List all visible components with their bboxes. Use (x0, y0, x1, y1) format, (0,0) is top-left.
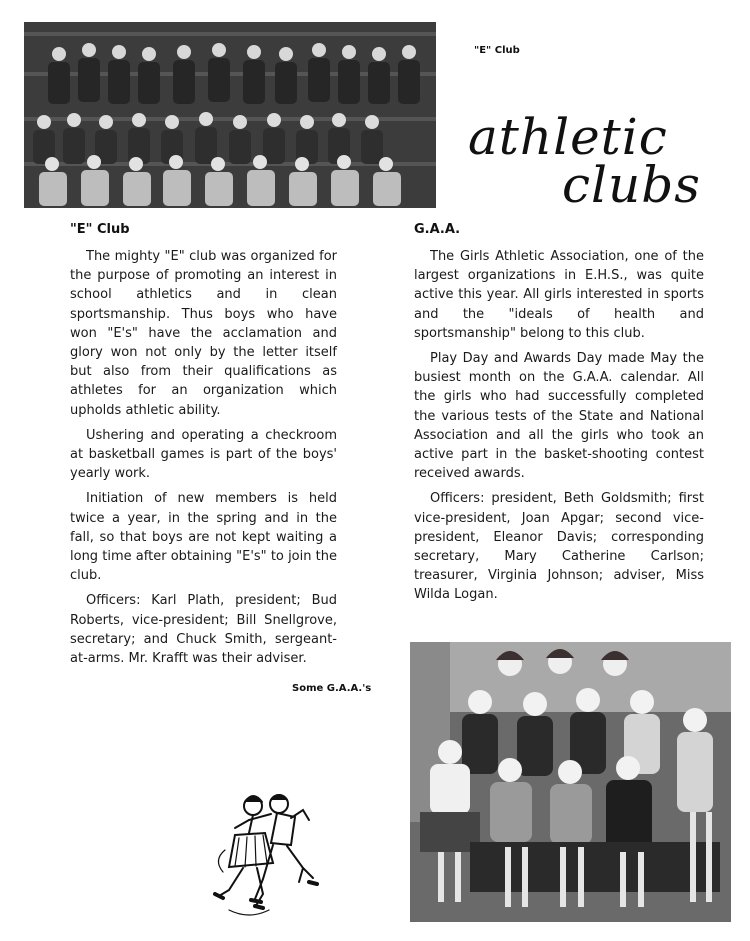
e-club-photo-figures (24, 22, 436, 208)
gaa-paragraph: Play Day and Awards Day made May the busiest month on the G.A.A. calendar. All the girls who had successfully completed the various tests of the State and National Association and all the girls who took an active part in the basket-shooting contest received awards. (414, 351, 704, 482)
e-club-paragraph: Initiation of new members is held twice a year, in the spring and in the fall, so that boys are not kept waiting a long time after obtaining "E's" to join the club. (70, 491, 337, 584)
page-title-line-2: clubs (562, 156, 701, 214)
gaa-group-photo (410, 642, 731, 922)
gaa-heading: G.A.A. (414, 222, 461, 237)
e-club-paragraph: Officers: Karl Plath, president; Bud Roberts, vice-president; Bill Snellgrove, secretary; and Chuck Smith, sergeant-at-arms. Mr. Krafft was their adviser. (70, 593, 337, 667)
e-club-paragraph: Ushering and operating a checkroom at basketball games is part of the boys' yearly work. (70, 427, 337, 482)
gaa-photo-figures (410, 642, 731, 922)
e-club-paragraph: The mighty "E" club was organized for the purpose of promoting an interest in school athletics and in clean sportsmanship. Thus boys who have won "E's" have the acclamation and glory won not only by the letter itself but also from their qualifications as athletes for an organization which upholds athletic ability. (70, 249, 337, 418)
page-title-line-1: athletic (468, 108, 668, 166)
e-club-group-photo (24, 22, 436, 208)
gaa-photo-caption: Some G.A.A.'s (292, 683, 372, 694)
gaa-article (414, 247, 704, 611)
e-club-heading: "E" Club (70, 222, 130, 237)
e-club-photo-caption: "E" Club (474, 45, 520, 56)
dancing-couple-illustration (205, 790, 325, 925)
gaa-paragraph: The Girls Athletic Association, one of the largest organizations in E.H.S., was quite active this year. All girls interested in sports and the "ideals of health and sportsmanship" belong to this club. (414, 249, 704, 341)
e-club-article (70, 247, 337, 674)
gaa-paragraph: Officers: president, Beth Goldsmith; first vice-president, Joan Apgar; second vice-president, Eleanor Davis; corresponding secretary, Mary Catherine Carlson; treasurer, Virginia Johnson; adviser, Miss Wilda Logan. (414, 491, 704, 603)
